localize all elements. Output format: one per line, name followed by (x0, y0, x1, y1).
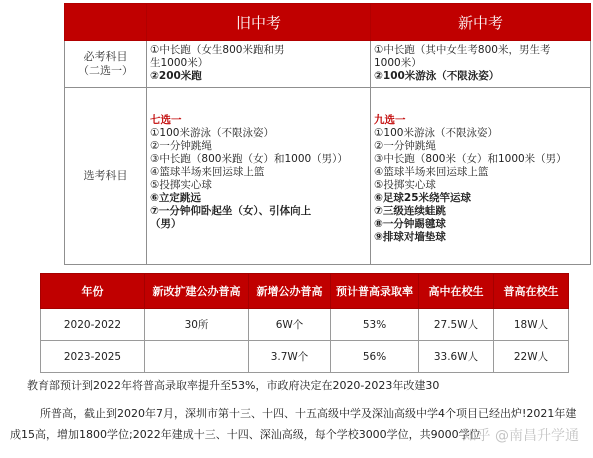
cell-line: ①100米游泳（不限泳姿） (150, 127, 274, 139)
header-general-high-students: 普高在校生 (494, 274, 569, 309)
cell-line: ⑦三级连续蛙跳 (374, 205, 446, 217)
required-subjects-label (65, 41, 147, 88)
expansion-header-row (41, 274, 569, 309)
cell-line: ④篮球半场来回运球上篮 (150, 166, 265, 178)
cell-line: ⑥立定跳远 (150, 192, 201, 204)
elective-subjects-label (65, 88, 147, 265)
cell-line: ⑤投掷实心球 (150, 179, 212, 191)
cell-year: 2020-2022 (41, 309, 145, 341)
cell-line: ④篮球半场来回运球上篮 (374, 166, 489, 178)
school-expansion-table (40, 273, 569, 373)
cell-line: 生1000米） (150, 57, 209, 69)
header-corner (65, 4, 147, 41)
header-year: 年份 (41, 274, 145, 309)
cell-seats: 6W个 (249, 309, 331, 341)
cell-hs-students: 33.6W人 (419, 341, 494, 373)
cell-line: 九选一 (374, 114, 406, 126)
cell-rate: 53% (331, 309, 419, 341)
header-new-exam: 新中考 (371, 4, 591, 41)
cell-line: ⑧一分钟踢毽球 (374, 218, 446, 230)
old-required-cell (147, 41, 371, 88)
cell-schools: 30所 (145, 309, 249, 341)
cell-seats: 3.7W个 (249, 341, 331, 373)
header-new-expanded-schools: 新改扩建公办普高 (145, 274, 249, 309)
exam-comparison-table (64, 3, 591, 265)
cell-ghs-students: 18W人 (494, 309, 569, 341)
cell-line: ①中长跑（其中女生考800米，男生考 (374, 44, 551, 56)
cell-ghs-students: 22W人 (494, 341, 569, 373)
cell-line: ②100米游泳（不限泳姿） (374, 70, 500, 82)
cell-line: ③中长跑（800米跑（女）和1000（男）） (150, 153, 348, 165)
elective-subjects-row (65, 88, 591, 265)
cell-line: 1000米） (374, 57, 422, 69)
elective-label: 选考科目 (83, 169, 128, 182)
old-elective-cell (147, 88, 371, 265)
cell-line: ②一分钟跳绳 (374, 140, 436, 152)
cell-schools (145, 341, 249, 373)
cell-line: ⑨排球对墙垫球 (374, 231, 446, 243)
header-old-exam: 旧中考 (147, 4, 371, 41)
table-row (41, 341, 569, 373)
cell-line: ②200米跑 (150, 70, 202, 82)
comparison-header-row (65, 4, 591, 41)
cell-line: ③中长跑（800米（女）和1000米（男） (374, 153, 567, 165)
cell-line: （男） (150, 218, 182, 230)
cell-line: 七选一 (150, 114, 182, 126)
cell-rate: 56% (331, 341, 419, 373)
cell-year: 2023-2025 (41, 341, 145, 373)
cell-line: ①中长跑（女生800米跑和男 (150, 44, 285, 56)
required-label-line-2: （二选一） (78, 64, 133, 77)
zhihu-watermark: 知乎 @南昌升学通 (462, 428, 579, 444)
header-new-public-seats: 新增公办普高 (249, 274, 331, 309)
header-high-school-students: 高中在校生 (419, 274, 494, 309)
cell-line: ①100米游泳（不限泳姿） (374, 127, 498, 139)
cell-hs-students: 27.5W人 (419, 309, 494, 341)
new-required-cell (371, 41, 591, 88)
required-subjects-row (65, 41, 591, 88)
paragraph-line-1: 教育部预计到2022年将普高录取率提升至53%，市政府决定在2020-2023年改建30 (27, 379, 440, 392)
cell-line: ⑥足球25米绕竿运球 (374, 192, 472, 204)
paragraph-line-2: 所普高，截止到2020年7月，深圳市第十三、十四、十五高级中学及深汕高级中学4个项目已经出炉!2021年建 (40, 407, 577, 420)
paragraph-line-3: 成15高，增加1800学位;2022年建成十三、十四、深汕高级，每个学校3000学位，共9000学位 (10, 428, 481, 441)
new-elective-cell (371, 88, 591, 265)
cell-line: ⑤投掷实心球 (374, 179, 436, 191)
cell-line: ②一分钟跳绳 (150, 140, 212, 152)
required-label-line-1: 必考科目 (83, 50, 128, 63)
table-row (41, 309, 569, 341)
cell-line: ⑦一分钟仰卧起坐（女）、引体向上 (150, 205, 312, 217)
header-admission-rate: 预计普高录取率 (331, 274, 419, 309)
